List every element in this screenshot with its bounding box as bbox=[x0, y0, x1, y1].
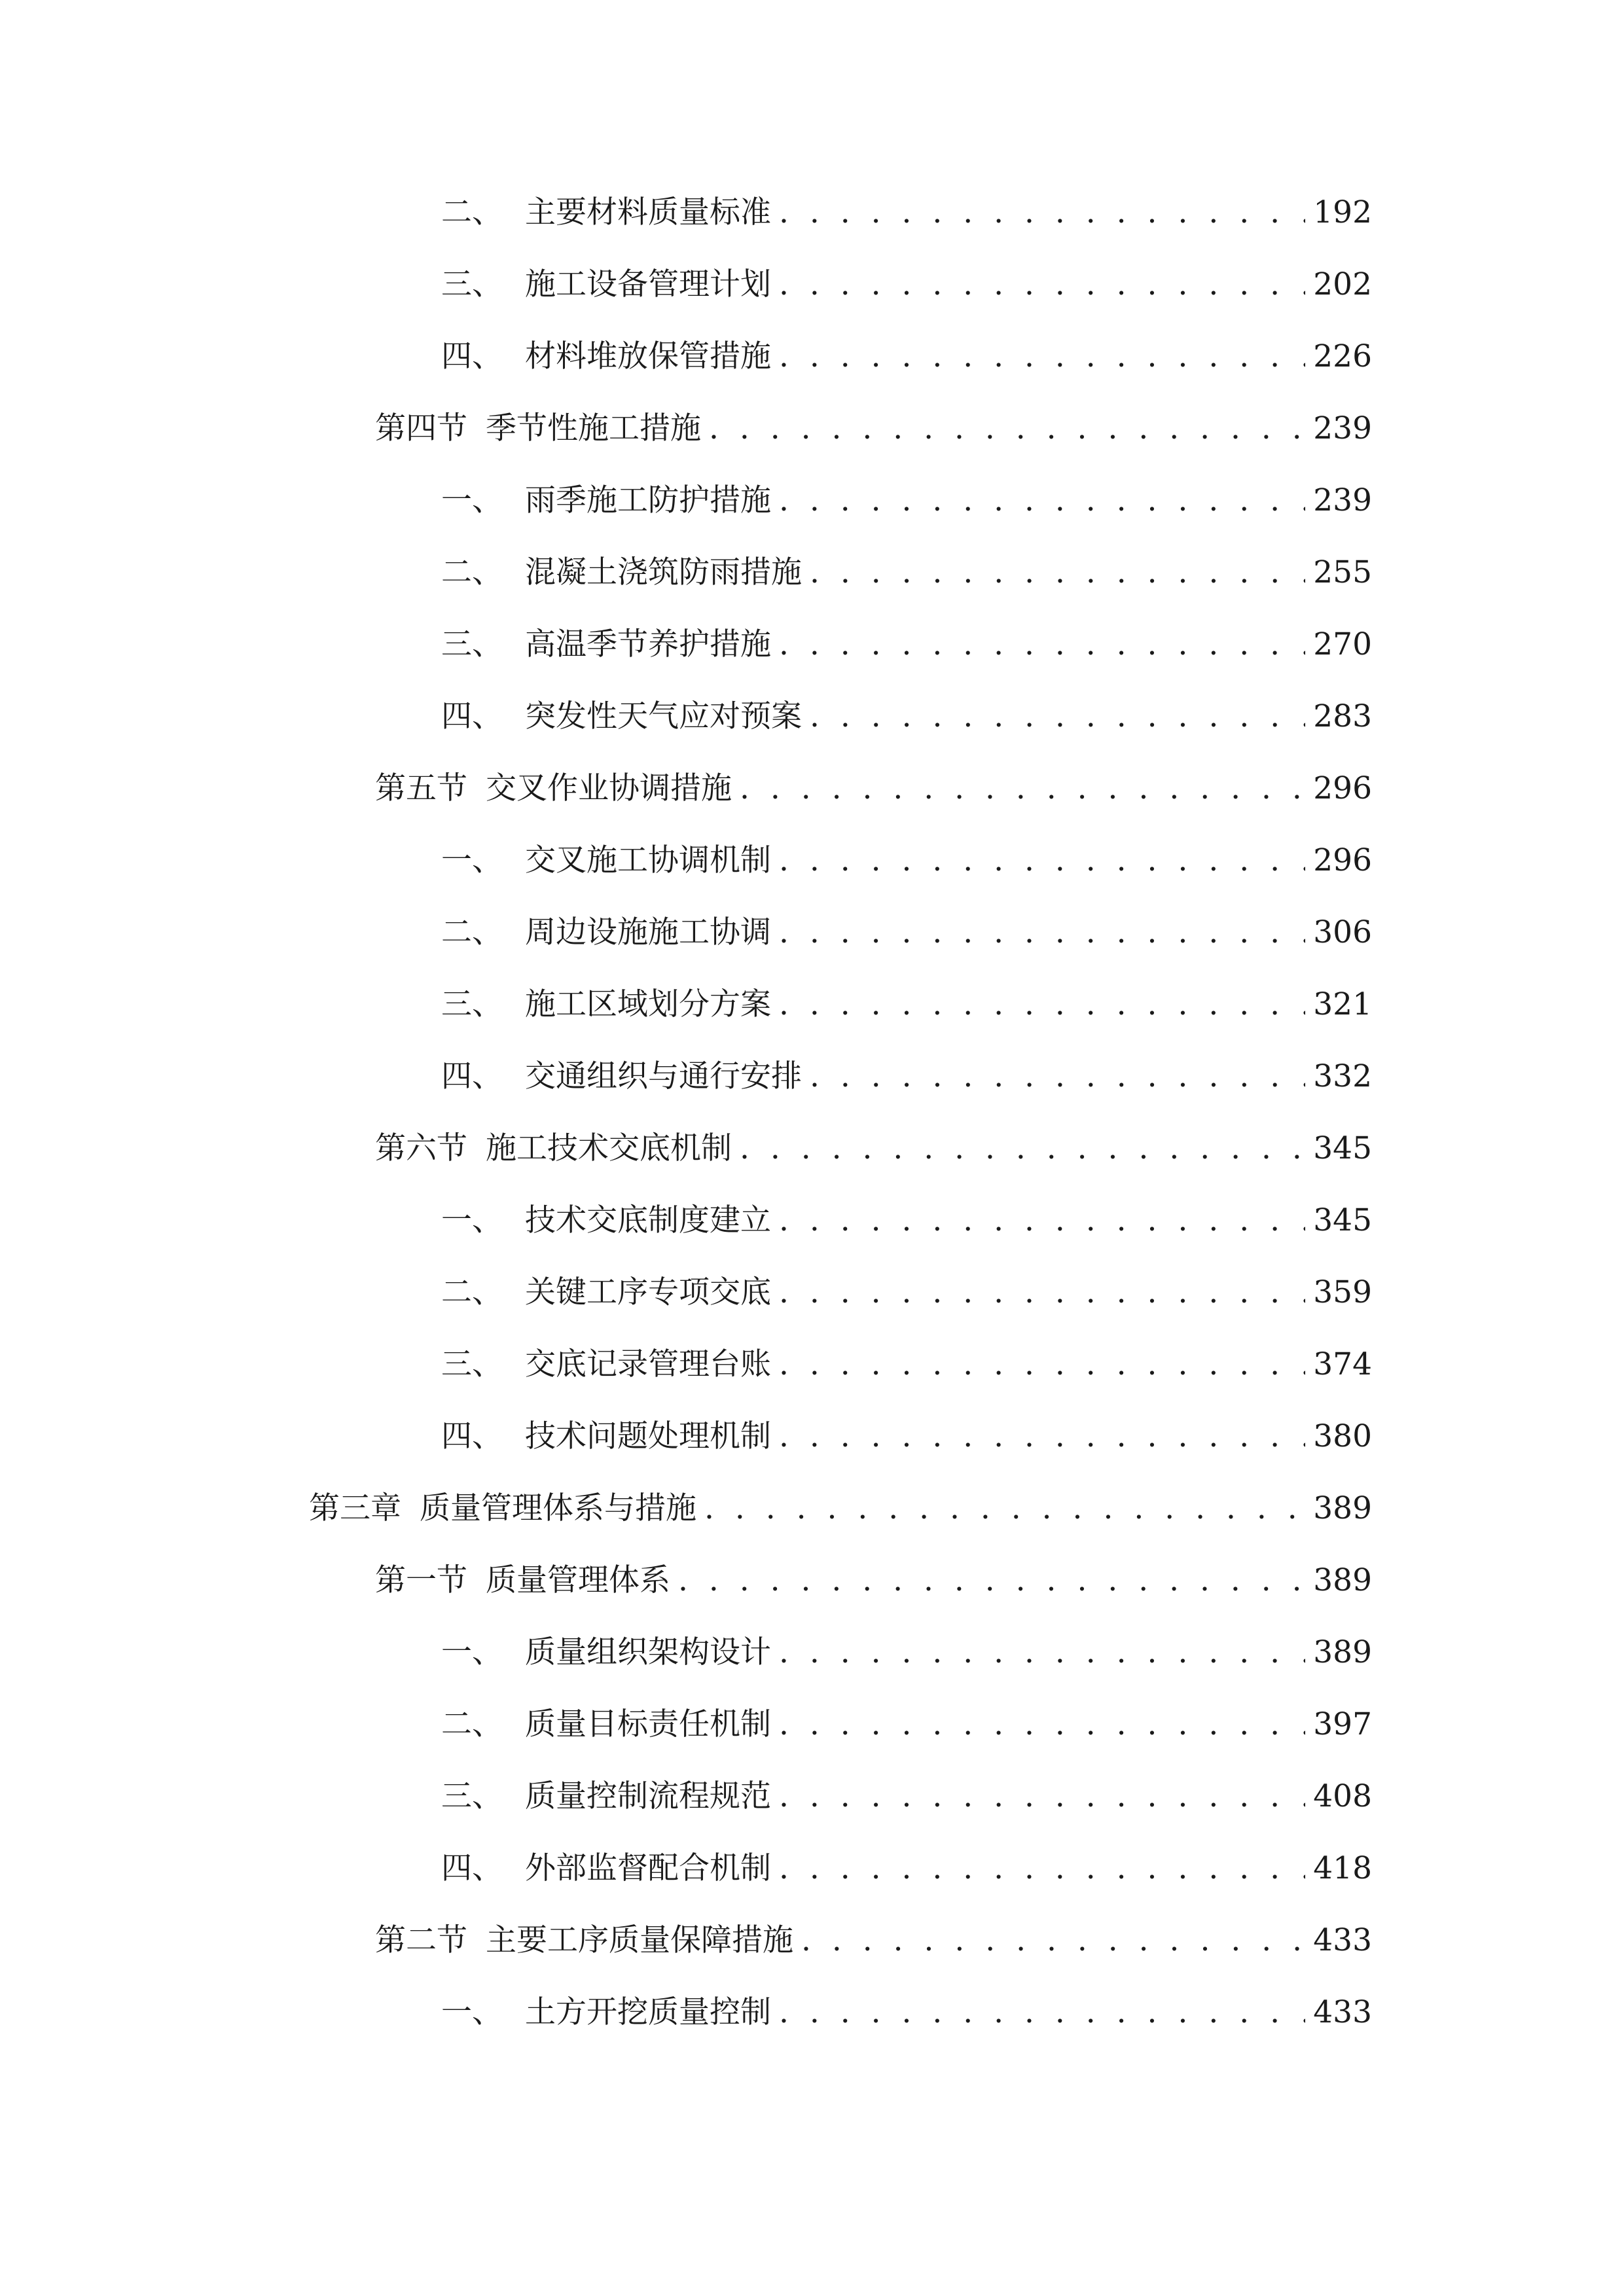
toc-entry-title: 外部监督配合机制 bbox=[525, 1850, 771, 1886]
toc-entry-page: 226 bbox=[1313, 338, 1372, 374]
toc-entry-page: 255 bbox=[1313, 554, 1372, 590]
toc-entry-title: 主要材料质量标准 bbox=[525, 194, 771, 230]
toc-entry-title: 交底记录管理台账 bbox=[525, 1346, 771, 1382]
toc-entry-number: 三、 bbox=[441, 1778, 503, 1814]
toc-entry-page: 408 bbox=[1313, 1778, 1372, 1814]
toc-entry-page: 433 bbox=[1313, 1922, 1372, 1958]
toc-entry-page: 296 bbox=[1313, 842, 1372, 878]
toc-dot-leader bbox=[779, 609, 1305, 681]
toc-entry-number: 三、 bbox=[441, 1346, 503, 1382]
toc-dot-leader bbox=[779, 1977, 1305, 2049]
toc-entry-title: 交叉作业协调措施 bbox=[486, 770, 732, 806]
toc-entry[interactable] bbox=[441, 321, 1372, 393]
toc-entry[interactable] bbox=[309, 1473, 1372, 1545]
toc-dot-leader bbox=[779, 177, 1305, 249]
toc-entry-page: 359 bbox=[1313, 1274, 1372, 1310]
toc-entry[interactable] bbox=[441, 537, 1372, 609]
toc-entry-number: 一、 bbox=[441, 842, 503, 878]
toc-dot-leader bbox=[779, 1401, 1305, 1473]
toc-entry[interactable] bbox=[441, 1689, 1372, 1761]
toc-entry[interactable] bbox=[441, 897, 1372, 969]
toc-entry-number: 第六节 bbox=[375, 1130, 467, 1166]
toc-entry-page: 270 bbox=[1313, 626, 1372, 662]
toc-entry-number: 四、 bbox=[441, 1850, 503, 1886]
toc-entry-title: 交叉施工协调机制 bbox=[525, 842, 771, 878]
toc-entry-page: 296 bbox=[1313, 770, 1372, 806]
toc-entry-number: 二、 bbox=[441, 1274, 503, 1310]
toc-dot-leader bbox=[779, 249, 1305, 321]
toc-entry-title: 高温季节养护措施 bbox=[525, 626, 771, 662]
toc-entry[interactable] bbox=[375, 393, 1372, 465]
toc-entry-title: 质量目标责任机制 bbox=[525, 1706, 771, 1742]
toc-entry-title: 技术问题处理机制 bbox=[525, 1418, 771, 1454]
toc-entry[interactable] bbox=[441, 1041, 1372, 1113]
toc-dot-leader bbox=[779, 1689, 1305, 1761]
toc-entry-page: 374 bbox=[1313, 1346, 1372, 1382]
toc-dot-leader bbox=[678, 1545, 1305, 1617]
toc-entry-number: 二、 bbox=[441, 554, 503, 590]
toc-entry-page: 389 bbox=[1313, 1562, 1372, 1598]
toc-entry-title: 质量管理体系 bbox=[486, 1562, 670, 1598]
toc-entry[interactable] bbox=[441, 1977, 1372, 2049]
toc-entry[interactable] bbox=[441, 1185, 1372, 1257]
toc-entry-number: 三、 bbox=[441, 266, 503, 302]
toc-entry-number: 第一节 bbox=[375, 1562, 467, 1598]
toc-entry-title: 周边设施施工协调 bbox=[525, 914, 771, 950]
toc-entry[interactable] bbox=[375, 1113, 1372, 1185]
toc-dot-leader bbox=[779, 969, 1305, 1041]
toc-dot-leader bbox=[709, 393, 1305, 465]
toc-entry-number: 一、 bbox=[441, 482, 503, 518]
toc-entry-number: 第二节 bbox=[375, 1922, 467, 1958]
toc-entry-title: 关键工序专项交底 bbox=[525, 1274, 771, 1310]
toc-entry-number: 二、 bbox=[441, 1706, 503, 1742]
toc-entry[interactable] bbox=[441, 249, 1372, 321]
toc-entry-page: 380 bbox=[1313, 1418, 1372, 1454]
toc-entry-page: 345 bbox=[1313, 1202, 1372, 1238]
toc-entry-title: 施工技术交底机制 bbox=[486, 1130, 732, 1166]
toc-entry-number: 第三章 bbox=[309, 1490, 401, 1526]
toc-entry-number: 四、 bbox=[441, 698, 503, 734]
toc-dot-leader bbox=[779, 1329, 1305, 1401]
toc-dot-leader bbox=[779, 1257, 1305, 1329]
toc-entry[interactable] bbox=[441, 825, 1372, 897]
toc-entry-title: 质量控制流程规范 bbox=[525, 1778, 771, 1814]
toc-entry[interactable] bbox=[441, 681, 1372, 753]
toc-dot-leader bbox=[779, 1185, 1305, 1257]
toc-entry-number: 三、 bbox=[441, 626, 503, 662]
toc-dot-leader bbox=[779, 1617, 1305, 1689]
toc-entry-title: 混凝土浇筑防雨措施 bbox=[525, 554, 802, 590]
toc-dot-leader bbox=[779, 897, 1305, 969]
toc-entry-page: 239 bbox=[1313, 482, 1372, 518]
toc-entry-title: 质量管理体系与措施 bbox=[420, 1490, 696, 1526]
toc-entry-page: 418 bbox=[1313, 1850, 1372, 1886]
toc-entry[interactable] bbox=[441, 1761, 1372, 1833]
toc-dot-leader bbox=[810, 681, 1305, 753]
toc-entry-number: 四、 bbox=[441, 1058, 503, 1094]
toc-entry-number: 第四节 bbox=[375, 410, 467, 446]
toc-entry[interactable] bbox=[441, 1617, 1372, 1689]
toc-entry-number: 一、 bbox=[441, 1994, 503, 2030]
toc-entry-title: 交通组织与通行安排 bbox=[525, 1058, 802, 1094]
toc-entry-page: 345 bbox=[1313, 1130, 1372, 1166]
toc-entry[interactable] bbox=[375, 753, 1372, 825]
toc-dot-leader bbox=[779, 825, 1305, 897]
toc-dot-leader bbox=[779, 465, 1305, 537]
toc-entry-title: 主要工序质量保障措施 bbox=[486, 1922, 793, 1958]
toc-entry-page: 202 bbox=[1313, 266, 1372, 302]
toc-entry-page: 433 bbox=[1313, 1994, 1372, 2030]
toc-entry[interactable] bbox=[375, 1905, 1372, 1977]
toc-entry-title: 雨季施工防护措施 bbox=[525, 482, 771, 518]
toc-entry-number: 一、 bbox=[441, 1634, 503, 1670]
toc-entry[interactable] bbox=[441, 1833, 1372, 1905]
toc-entry-page: 306 bbox=[1313, 914, 1372, 950]
toc-dot-leader bbox=[740, 753, 1305, 825]
toc-entry[interactable] bbox=[441, 1401, 1372, 1473]
toc-entry-page: 389 bbox=[1313, 1490, 1372, 1526]
toc-entry-page: 332 bbox=[1313, 1058, 1372, 1094]
toc-entry[interactable] bbox=[441, 1329, 1372, 1401]
toc-entry-page: 389 bbox=[1313, 1634, 1372, 1670]
toc-entry-title: 施工区域划分方案 bbox=[525, 986, 771, 1022]
toc-dot-leader bbox=[810, 537, 1305, 609]
toc-entry-title: 质量组织架构设计 bbox=[525, 1634, 771, 1670]
toc-entry[interactable] bbox=[441, 969, 1372, 1041]
toc-dot-leader bbox=[704, 1473, 1305, 1545]
toc-dot-leader bbox=[779, 1833, 1305, 1905]
toc-entry-title: 突发性天气应对预案 bbox=[525, 698, 802, 734]
toc-entry-number: 二、 bbox=[441, 914, 503, 950]
toc-entry-title: 土方开挖质量控制 bbox=[525, 1994, 771, 2030]
toc-dot-leader bbox=[810, 1041, 1305, 1113]
toc-dot-leader bbox=[740, 1113, 1305, 1185]
toc-entry-title: 技术交底制度建立 bbox=[525, 1202, 771, 1238]
toc-dot-leader bbox=[801, 1905, 1305, 1977]
toc-entry[interactable] bbox=[441, 1257, 1372, 1329]
toc-entry-number: 四、 bbox=[441, 1418, 503, 1454]
toc-entry[interactable] bbox=[441, 609, 1372, 681]
toc-entry-page: 192 bbox=[1313, 194, 1372, 230]
toc-entry-page: 397 bbox=[1313, 1706, 1372, 1742]
toc-entry-number: 四、 bbox=[441, 338, 503, 374]
toc-entry[interactable] bbox=[375, 1545, 1372, 1617]
toc-entry-title: 季节性施工措施 bbox=[486, 410, 701, 446]
toc-entry-page: 321 bbox=[1313, 986, 1372, 1022]
toc-dot-leader bbox=[779, 1761, 1305, 1833]
toc-entry-number: 三、 bbox=[441, 986, 503, 1022]
toc-entry[interactable] bbox=[441, 177, 1372, 249]
toc-entry-number: 二、 bbox=[441, 194, 503, 230]
toc-entry-page: 283 bbox=[1313, 698, 1372, 734]
toc-dot-leader bbox=[779, 321, 1305, 393]
toc-entry-page: 239 bbox=[1313, 410, 1372, 446]
toc-entry[interactable] bbox=[441, 465, 1372, 537]
toc-entry-title: 施工设备管理计划 bbox=[525, 266, 771, 302]
toc-entry-number: 第五节 bbox=[375, 770, 467, 806]
toc-entry-number: 一、 bbox=[441, 1202, 503, 1238]
toc-entry-title: 材料堆放保管措施 bbox=[525, 338, 771, 374]
